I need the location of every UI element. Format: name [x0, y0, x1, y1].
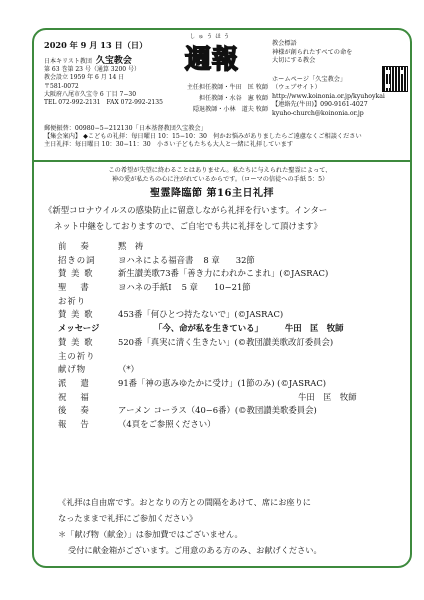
qr-code-icon — [382, 66, 408, 92]
website-label: （ウェブサイト） — [272, 84, 321, 91]
motto-line-1: 神様が創られたすべての命を — [272, 48, 353, 56]
church-row — [44, 53, 174, 66]
gathering-label: 【集会案内】 — [44, 133, 82, 140]
order-item — [58, 240, 408, 254]
volume-info: 第 63 巻第 23 号（通算 3200 号） — [44, 66, 140, 74]
header-left — [44, 40, 174, 107]
footer-line-2: なったままで礼拝にご参加ください》 — [58, 513, 198, 523]
order-item — [58, 350, 408, 364]
order-content: ヨハネによる福音書 — [118, 254, 194, 265]
main-service-info: 主日礼拝：毎日曜日 10：30−11：30 小さい子どもたちも大人と一緒に礼拝しています — [44, 141, 294, 148]
staff-retired: 隠退教師・小林 道夫 牧師 — [192, 106, 268, 113]
order-detail: 8 章 — [203, 254, 220, 265]
bulletin-logo: 週報 — [184, 44, 239, 75]
order-content: ヨハネの手紙Ⅰ — [118, 282, 172, 293]
notice-line-2: ネット中継をしておりますので、ご自宅でも共に礼拝をして頂けます》 — [54, 221, 322, 231]
postal-code: 〒581-0072 — [44, 82, 79, 90]
order-item — [58, 295, 408, 309]
founded-info: 教会設立 1959 年 6 月 14 日 — [44, 74, 125, 82]
order-item — [58, 404, 408, 418]
order-detail: 5 章 — [181, 282, 198, 293]
notice-line-1: 《新型コロナウイルスの感染防止に留意しながら礼拝を行います。インター — [44, 205, 328, 215]
address: 大阪府八尾市久宝寺 6 丁目 7−30 — [44, 90, 137, 98]
order-item — [58, 308, 408, 322]
logo-ruby: しゅうほう — [189, 34, 233, 40]
order-label: 賛 美 歌 — [58, 336, 94, 347]
tel-fax: TEL 072-992-2131 FAX 072-992-2135 — [44, 99, 163, 107]
order-label: 派 遣 — [58, 377, 90, 388]
order-item — [58, 254, 408, 268]
order-detail: 牛田 匡 牧師 — [284, 323, 344, 334]
order-content: 453番「何ひとつ持たないで」(©JASRAC) — [118, 309, 284, 320]
order-verse: 10−21節 — [213, 282, 251, 293]
motto-label: 教会標語 — [272, 40, 297, 47]
denomination: 日本キリスト教団 — [44, 58, 92, 65]
order-item — [58, 322, 408, 336]
motto-line-2: 大切にする教会 — [272, 57, 316, 64]
scripture-intro — [60, 166, 380, 184]
order-label: 後 奏 — [58, 405, 90, 416]
footer-line-3: ＊「献げ物（献金）」は参加費ではございません。 — [58, 529, 243, 539]
order-content: （*） — [118, 364, 139, 375]
order-label: 前 奏 — [58, 241, 90, 251]
order-content: （4頁をご参照ください） — [118, 418, 216, 429]
homepage-label: ホームページ「久宝教会」 — [272, 75, 347, 83]
order-item — [58, 267, 408, 281]
order-label: メッセージ — [58, 323, 100, 334]
order-label: 報 告 — [58, 418, 90, 429]
bulletin-date: 2020 年 9 月 13 日（日） — [44, 40, 148, 50]
intro-line-2: 神の愛が私たちの心に注がれているからです。（ローマの信徒への手紙 5：5） — [111, 176, 329, 183]
order-item — [58, 391, 408, 405]
covid-notice — [44, 202, 404, 234]
children-service-info: ◆こどもの礼拝：毎日曜日 10：15−10：30 何かお悩みがありましたらご遠慮なくご相談ください — [83, 133, 362, 140]
order-label: お祈り — [58, 295, 87, 306]
service-title: 聖霊降臨節 第16主日礼拝 — [150, 188, 274, 199]
order-content: 「今、命が私を生きている」 — [154, 323, 263, 334]
order-label: 献げ物 — [58, 364, 87, 375]
contact-email[interactable]: kyuho-church@koinonia.or.jp — [272, 109, 364, 117]
order-content: アーメン コーラス（40−6番）(©教団讃美歌委員会) — [118, 405, 317, 416]
order-item — [58, 363, 408, 377]
staff-list — [156, 82, 268, 115]
order-item — [58, 336, 408, 350]
order-item — [58, 418, 408, 432]
staff-associate: 担任教師・水谷 憲 牧師 — [199, 95, 268, 102]
contact-phone: 【連絡先(牛田)】090-9161-4027 — [272, 101, 368, 108]
order-content: 91番「神の恵みゆたかに受け」(1節のみ) (©JASRAC) — [118, 377, 326, 388]
order-label: 招きの詞 — [58, 254, 96, 265]
order-label: 賛 美 歌 — [58, 309, 94, 320]
footer-line-1: 《礼拝は自由席です。おとなりの方との間隔をあけて、席にお座りに — [58, 497, 311, 507]
order-verse: 32節 — [235, 254, 255, 265]
church-name: 久宝教会 — [95, 56, 132, 66]
staff-pastor: 主任担任教師・牛田 匡 牧師 — [186, 84, 268, 91]
order-content: 520番「真実に清く生きたい」(©教団讃美歌改訂委員会) — [118, 336, 334, 347]
order-label: 聖 書 — [58, 282, 90, 293]
header-divider — [32, 160, 412, 162]
order-content: 新生讃美歌73番「善き力にわれかこまれ」(©JASRAC) — [118, 268, 329, 279]
order-label: 主の祈り — [58, 350, 96, 361]
order-item — [58, 281, 408, 295]
order-content: 黙 祷 — [118, 241, 144, 251]
homepage-url[interactable]: http://www.koinonia.or.jp/kyuhoykai — [272, 92, 385, 100]
postal-transfer: 郵便振替：00980−5−212130「日本基督教団久宝教会」 — [44, 125, 207, 132]
order-label: 賛 美 歌 — [58, 268, 94, 279]
footer-line-4: 受付に献金箱がございます。ご用意のある方のみ、お献げください。 — [68, 545, 322, 555]
order-item — [58, 377, 408, 391]
order-of-worship — [58, 240, 408, 432]
order-label: 祝 福 — [58, 391, 90, 402]
footer-notes — [58, 494, 408, 558]
intro-line-1: この希望が失望に終わることはありません。私たちに与えられた聖霊によって、 — [108, 167, 332, 174]
order-detail: 牛田 匡 牧師 — [298, 391, 357, 402]
